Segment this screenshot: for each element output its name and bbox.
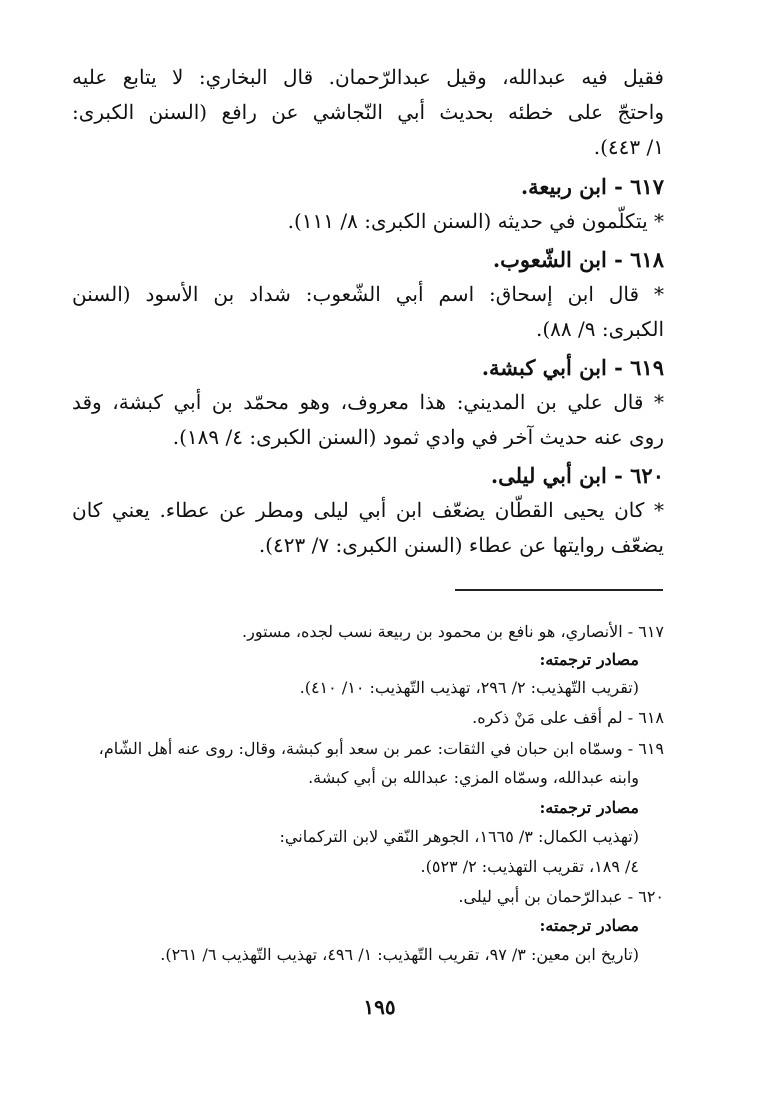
footnote-line: وابنه عبدالله، وسمّاه المزي: عبدالله بن أبي كبشة. xyxy=(308,768,639,787)
entry-body-line: روى عنه حديث آخر في وادي ثمود (السنن الكبرى: ٤/ ١٨٩). xyxy=(172,425,664,449)
footnote-sources-label: مصادر ترجمته: xyxy=(539,650,639,669)
page-number: ١٩٥ xyxy=(363,995,396,1019)
entry-body-line: * قال ابن إسحاق: اسم أبي الشّعوب: شداد بن الأسود (السنن xyxy=(72,282,664,306)
footnote-separator xyxy=(455,589,663,591)
entry-heading: ٦١٩ - ابن أبي كبشة. xyxy=(481,355,664,380)
main-text-line: ١/ ٤٤٣). xyxy=(593,135,664,159)
footnote-line: ٦٢٠ - عبدالرّحمان بن أبي ليلى. xyxy=(458,887,664,906)
footnote-line: ٤/ ١٨٩، تقريب التهذيب: ٢/ ٥٢٣). xyxy=(420,857,639,876)
entry-body-line: الكبرى: ٩/ ٨٨). xyxy=(535,317,664,341)
footnote-line: (تقريب التّهذيب: ٢/ ٢٩٦، تهذيب التّهذيب: ١٠/ ٤١٠). xyxy=(299,678,639,697)
footnote-sources-label: مصادر ترجمته: xyxy=(539,798,639,817)
entry-body-line: * كان يحيى القطّان يضعّف ابن أبي ليلى ومطر عن عطاء. يعني كان xyxy=(72,498,664,522)
footnote-line: (تهذيب الكمال: ٣/ ١٦٦٥، الجوهر النّقي لابن التركماني: xyxy=(279,827,639,846)
footnote-sources-label: مصادر ترجمته: xyxy=(539,916,639,935)
entry-heading: ٦١٨ - ابن الشّعوب. xyxy=(492,247,664,272)
entry-body-line: * يتكلّمون في حديثه (السنن الكبرى: ٨/ ١١١). xyxy=(287,209,664,233)
main-text-line: فقيل فيه عبدالله، وقيل عبدالرّحمان. قال البخاري: لا يتابع عليه xyxy=(72,65,664,89)
footnote-line: ٦١٨ - لم أقف على مَنْ ذكره. xyxy=(472,708,664,727)
footnote-line: ٦١٧ - الأنصاري، هو نافع بن محمود بن ربيعة نسب لجده، مستور. xyxy=(242,622,664,641)
entry-heading: ٦١٧ - ابن ربيعة. xyxy=(520,174,664,199)
entry-heading: ٦٢٠ - ابن أبي ليلى. xyxy=(490,463,664,488)
entry-body-line: يضعّف روايتها عن عطاء (السنن الكبرى: ٧/ ٤٢٣). xyxy=(258,533,664,557)
main-text-line: واحتجّ على خطئه بحديث أبي النّجاشي عن رافع (السنن الكبرى: xyxy=(72,100,664,124)
entry-body-line: * قال علي بن المديني: هذا معروف، وهو محمّد بن أبي كبشة، وقد xyxy=(72,390,664,414)
footnote-line: ٦١٩ - وسمّاه ابن حبان في الثقات: عمر بن سعد أبو كبشة، وقال: روى عنه أهل الشّام، xyxy=(98,739,664,758)
footnote-line: (تاريخ ابن معين: ٣/ ٩٧، تقريب التّهذيب: ١/ ٤٩٦، تهذيب التّهذيب ٦/ ٢٦١). xyxy=(160,945,639,964)
